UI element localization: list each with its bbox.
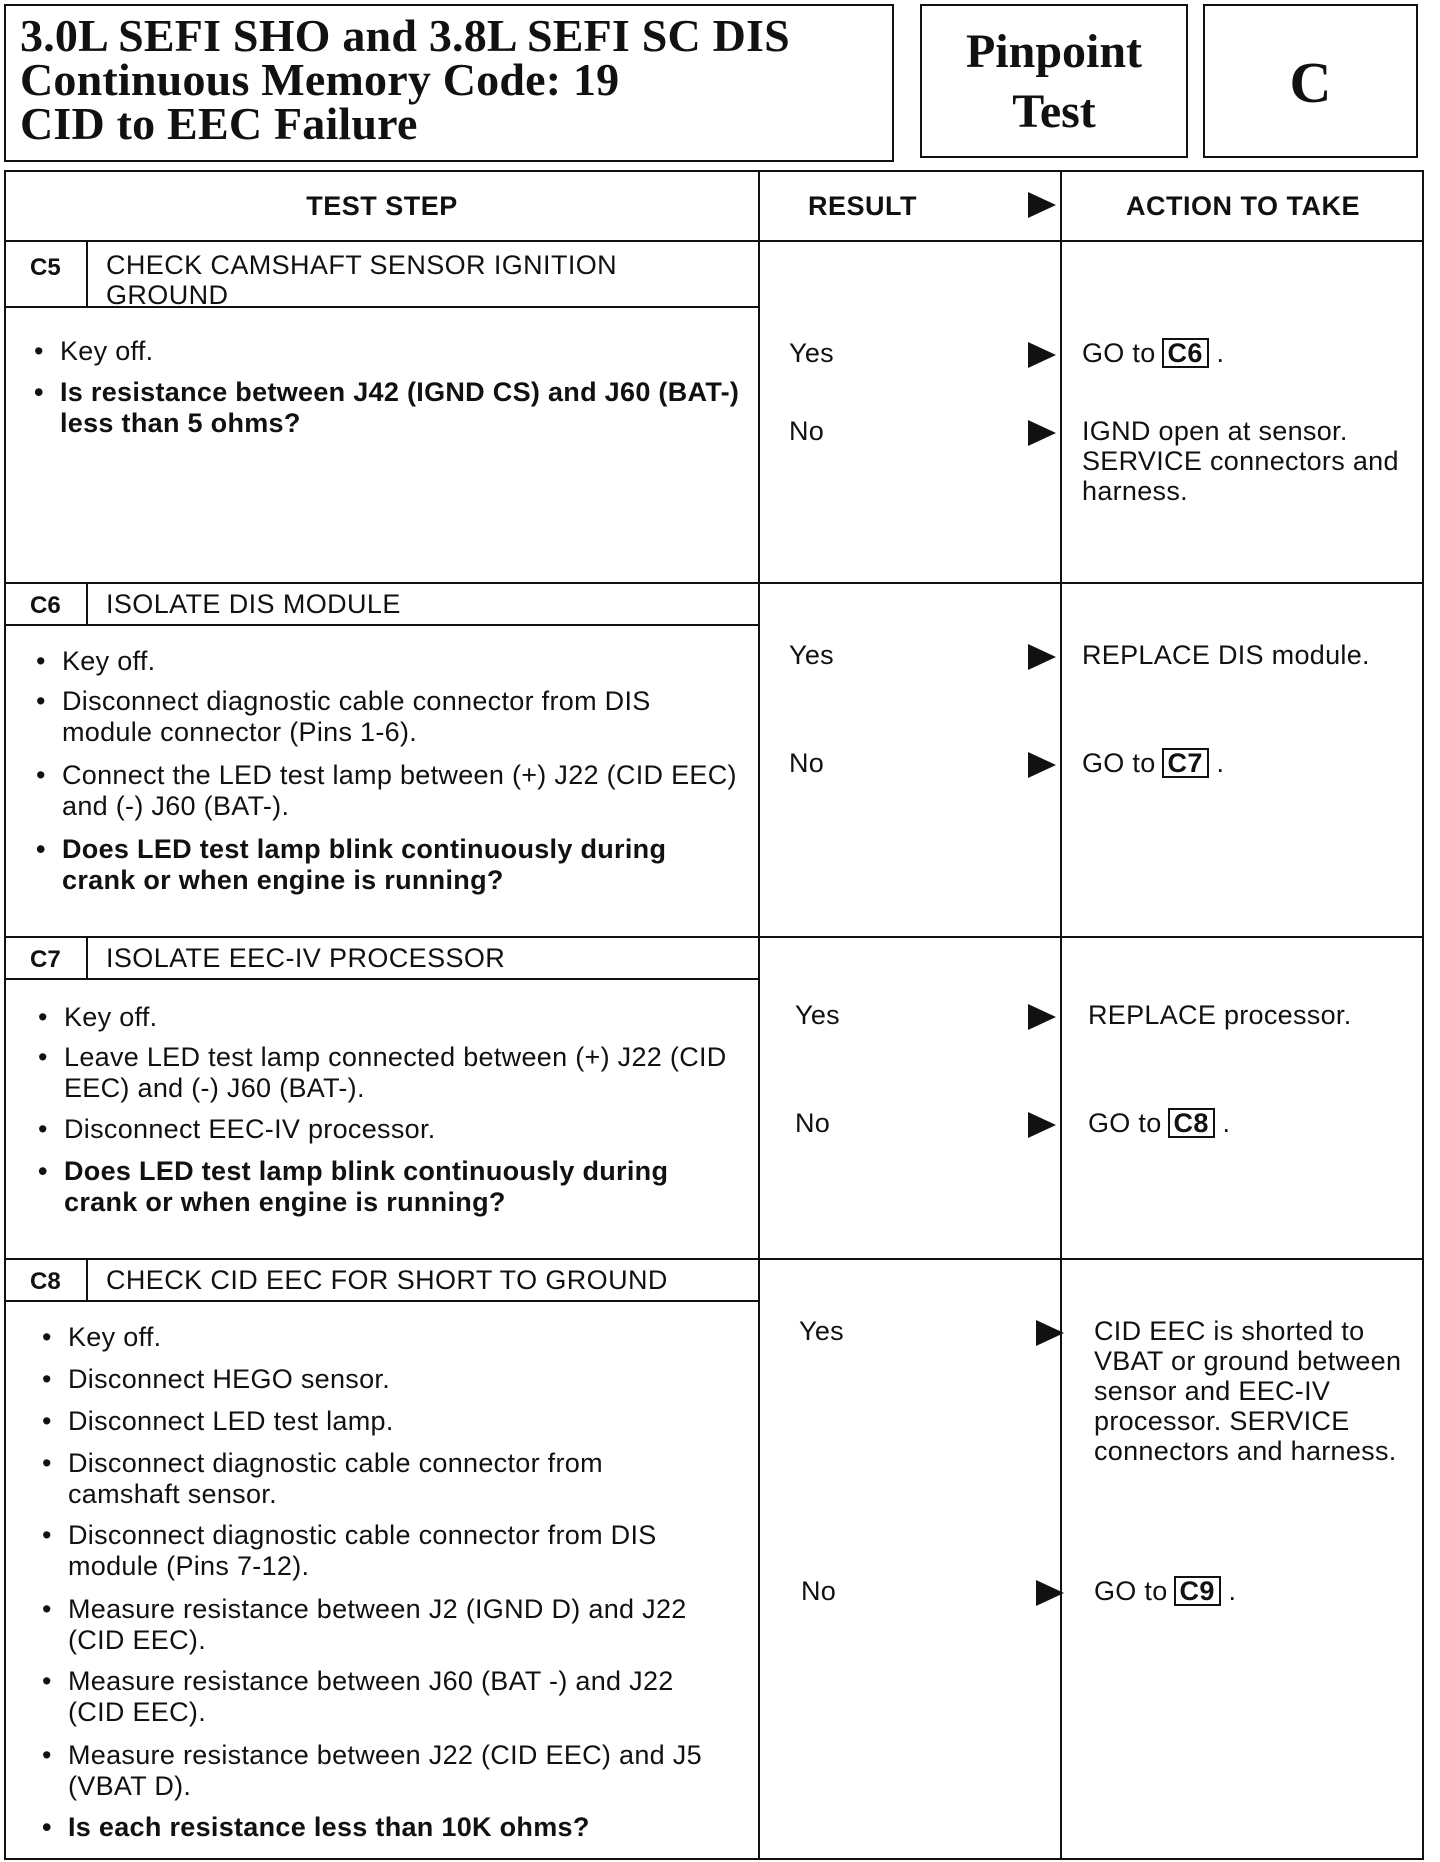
action-yes: REPLACE processor.: [1088, 1000, 1352, 1030]
bullet-question: • Is resistance between J42 (IGND CS) and J60 (BAT-) less than 5 ohms?: [60, 377, 740, 439]
action-yes: CID EEC is shorted to VBAT or ground between sensor and EEC-IV processor. SERVICE connectors and harness.: [1094, 1316, 1402, 1466]
action-suffix: .: [1228, 1576, 1237, 1606]
step-code: C7: [6, 938, 88, 978]
result-yes: Yes: [789, 338, 834, 368]
step-c6: [6, 584, 1422, 936]
title-line-3: CID to EEC Failure: [20, 98, 418, 149]
arrow-icon: [1028, 1004, 1056, 1030]
step-ref: C8: [1168, 1108, 1215, 1138]
arrow-icon: [1028, 342, 1056, 368]
bullet: • Key off.: [62, 646, 742, 677]
action-suffix: .: [1216, 748, 1225, 778]
step-header: [6, 584, 758, 626]
bullet: • Key off.: [64, 1002, 744, 1033]
action-no: IGND open at sensor. SERVICE connectors and harness.: [1082, 416, 1399, 506]
action-no: [1094, 1576, 1236, 1606]
test-label: Test: [1012, 85, 1096, 138]
title-box: [4, 4, 894, 162]
test-letter: C: [1289, 50, 1332, 115]
bullet-question: • Does LED test lamp blink continuously during crank or when engine is running?: [64, 1156, 744, 1218]
action-text: GO to: [1082, 748, 1156, 778]
col-head-action: ACTION TO TAKE: [1126, 190, 1360, 221]
result-no: No: [789, 416, 825, 446]
action-no: [1082, 748, 1224, 778]
action-no: [1088, 1108, 1230, 1138]
bullet: • Key off.: [60, 336, 740, 367]
step-code: C6: [6, 584, 88, 624]
result-no: No: [801, 1576, 837, 1606]
step-title: ISOLATE EEC-IV PROCESSOR: [106, 943, 506, 973]
pinpoint-box: [920, 4, 1188, 158]
arrow-icon: [1028, 192, 1056, 218]
bullet: • Disconnect EEC-IV processor.: [64, 1114, 744, 1145]
bullet: • Disconnect diagnostic cable connector from DIS module connector (Pins 1-6).: [62, 686, 722, 748]
arrow-icon: [1028, 1112, 1056, 1138]
action-text: GO to: [1094, 1576, 1168, 1606]
step-ref: C6: [1162, 338, 1209, 368]
step-c7: [6, 938, 1422, 1258]
step-code: C8: [6, 1260, 88, 1300]
bullet: • Disconnect diagnostic cable connector from DIS module (Pins 7-12).: [68, 1520, 708, 1582]
title-line-1: 3.0L SEFI SHO and 3.8L SEFI SC DIS: [20, 10, 790, 61]
arrow-icon: [1028, 420, 1056, 446]
title-line-2: Continuous Memory Code: 19: [20, 54, 620, 105]
arrow-icon: [1028, 752, 1056, 778]
result-yes: Yes: [789, 640, 834, 670]
action-yes: REPLACE DIS module.: [1082, 640, 1370, 670]
bullet: • Disconnect LED test lamp.: [68, 1406, 748, 1437]
bullet: • Connect the LED test lamp between (+) J22 (CID EEC) and (-) J60 (BAT-).: [62, 760, 742, 822]
step-title: CHECK CID EEC FOR SHORT TO GROUND: [106, 1265, 668, 1295]
result-yes: Yes: [795, 1000, 840, 1030]
arrow-icon: [1036, 1580, 1064, 1606]
bullet: • Measure resistance between J60 (BAT -) and J22 (CID EEC).: [68, 1666, 708, 1728]
action-yes: [1082, 338, 1224, 368]
step-header: [6, 1260, 758, 1302]
pinpoint-label: Pinpoint: [965, 25, 1143, 78]
step-title: CHECK CAMSHAFT SENSOR IGNITION GROUND: [106, 250, 618, 310]
bullet: • Leave LED test lamp connected between (+) J22 (CID EEC) and (-) J60 (BAT-).: [64, 1042, 744, 1104]
step-c5: [6, 242, 1422, 582]
result-yes: Yes: [799, 1316, 844, 1346]
col-head-test-step: TEST STEP: [306, 190, 458, 221]
action-suffix: .: [1222, 1108, 1231, 1138]
bullet: • Disconnect diagnostic cable connector from camshaft sensor.: [68, 1448, 708, 1510]
step-header: [6, 938, 758, 980]
pinpoint-table: [4, 170, 1424, 1860]
test-letter-box: [1203, 4, 1418, 158]
bullet: • Measure resistance between J2 (IGND D) and J22 (CID EEC).: [68, 1594, 748, 1656]
result-no: No: [795, 1108, 831, 1138]
arrow-icon: [1028, 644, 1056, 670]
action-text: GO to: [1088, 1108, 1162, 1138]
col-head-result: RESULT: [808, 190, 917, 221]
step-header: [6, 242, 758, 308]
arrow-icon: [1036, 1320, 1064, 1346]
step-c8: [6, 1260, 1422, 1858]
step-ref: C7: [1162, 748, 1209, 778]
bullet: • Disconnect HEGO sensor.: [68, 1364, 748, 1395]
action-suffix: .: [1216, 338, 1225, 368]
step-ref: C9: [1174, 1576, 1221, 1606]
bullet: • Key off.: [68, 1322, 748, 1353]
step-code: C5: [6, 242, 88, 306]
bullet-question: • Does LED test lamp blink continuously during crank or when engine is running?: [62, 834, 742, 896]
bullet-question: • Is each resistance less than 10K ohms?: [68, 1812, 748, 1843]
step-title: ISOLATE DIS MODULE: [106, 589, 401, 619]
result-no: No: [789, 748, 825, 778]
bullet: • Measure resistance between J22 (CID EEC) and J5 (VBAT D).: [68, 1740, 748, 1802]
action-text: GO to: [1082, 338, 1156, 368]
